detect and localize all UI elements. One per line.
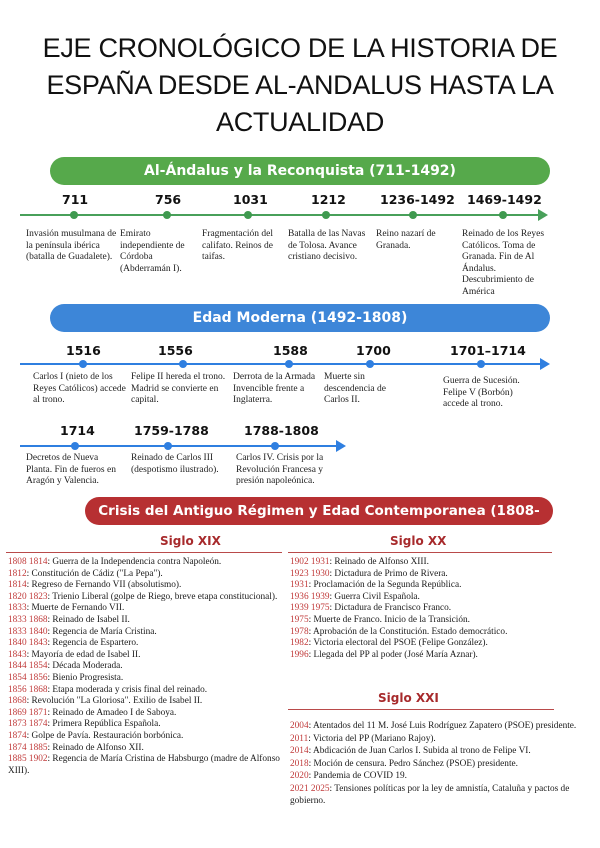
siglo-xxi-list bbox=[290, 720, 586, 808]
item-date: 1936 1939 bbox=[290, 591, 330, 602]
timeline-dot bbox=[366, 360, 374, 368]
list-item bbox=[290, 627, 560, 639]
event-year: 1212 bbox=[311, 192, 346, 207]
event-description: Fragmentación del califato. Reinos de taifas. bbox=[202, 229, 273, 262]
item-date: 1923 1930 bbox=[290, 568, 330, 579]
list-item bbox=[8, 627, 286, 639]
item-date: 1874 1885 bbox=[8, 742, 48, 753]
list-item bbox=[290, 733, 586, 746]
list-item bbox=[290, 650, 560, 662]
item-date: 1939 1975 bbox=[290, 603, 330, 614]
list-item bbox=[290, 770, 586, 783]
item-text: : Bienio Progresista. bbox=[47, 672, 124, 683]
timeline-dot bbox=[163, 211, 171, 219]
event-description: Carlos IV. Crisis por la Revolución Francesa y presión napoleónica. bbox=[236, 453, 324, 486]
siglo-xix-list bbox=[8, 557, 286, 777]
list-item bbox=[8, 592, 286, 604]
event-year: 1788-1808 bbox=[244, 423, 319, 438]
divider bbox=[288, 552, 552, 553]
item-date: 1814 bbox=[8, 580, 27, 591]
item-date: 1874 bbox=[8, 730, 27, 741]
siglo-xxi-heading: Siglo XXI bbox=[378, 691, 439, 705]
timeline-dot bbox=[271, 442, 279, 450]
item-date: 1812 bbox=[8, 568, 27, 579]
timeline-dot bbox=[164, 442, 172, 450]
item-date: 1856 1868 bbox=[8, 684, 48, 695]
timeline-dot bbox=[285, 360, 293, 368]
event-description: Reinado de Carlos III (despotismo ilustrado). bbox=[131, 453, 219, 475]
timeline-dot bbox=[477, 360, 485, 368]
event-description: Decretos de Nueva Planta. Fin de fueros en Aragón y Valencia. bbox=[26, 453, 116, 486]
list-item bbox=[8, 754, 286, 777]
list-item bbox=[290, 745, 586, 758]
item-text: : Dictadura de Primo de Rivera. bbox=[329, 568, 448, 579]
siglo-xx-list bbox=[290, 557, 560, 661]
list-item bbox=[290, 569, 560, 581]
item-date: 1808 1814 bbox=[8, 557, 48, 567]
event-year: 756 bbox=[155, 192, 182, 207]
divider bbox=[6, 552, 282, 553]
list-item bbox=[8, 569, 286, 581]
item-text: : Muerte de Franco. Inicio de la Transición. bbox=[308, 614, 470, 625]
item-text: : Regencia de María Cristina de Habsburgo (madre de Alfonso XIII). bbox=[8, 754, 280, 776]
timeline-dot bbox=[70, 211, 78, 219]
item-text: : Constitución de Cádiz ("La Pepa"). bbox=[26, 568, 163, 579]
item-text: : Regencia de Espartero. bbox=[47, 638, 139, 649]
arrow-right-icon bbox=[336, 440, 346, 452]
item-text: : Guerra Civil Española. bbox=[329, 591, 420, 602]
section-banner-edad-moderna: Edad Moderna (1492-1808) bbox=[50, 304, 550, 332]
item-text: : Regreso de Fernando VII (absolutismo). bbox=[26, 580, 182, 591]
item-text: : Muerte de Fernando VII. bbox=[26, 603, 125, 614]
event-description: Emirato independiente de Córdoba (Abderramán I). bbox=[120, 229, 185, 274]
item-text: : Moción de censura. Pedro Sánchez (PSOE) presidente. bbox=[308, 758, 518, 769]
item-text: : Aprobación de la Constitución. Estado democrático. bbox=[308, 626, 508, 637]
list-item bbox=[290, 758, 586, 771]
item-text: : Trienio Liberal (golpe de Riego, breve etapa constitucional). bbox=[47, 591, 278, 602]
event-description: Felipe II hereda el trono. Madrid se convierte en capital. bbox=[131, 372, 226, 405]
item-date: 1833 1840 bbox=[8, 626, 48, 637]
item-date: 1873 1874 bbox=[8, 719, 48, 730]
event-description: Derrota de la Armada Invencible frente a Inglaterra. bbox=[233, 372, 316, 405]
event-description: Invasión musulmana de la península ibérica (batalla de Guadalete). bbox=[26, 229, 117, 262]
item-date: 1975 bbox=[290, 614, 309, 625]
list-item bbox=[8, 719, 286, 731]
item-text: : Proclamación de la Segunda República. bbox=[308, 580, 462, 591]
item-text: : Dictadura de Francisco Franco. bbox=[329, 603, 452, 614]
arrow-right-icon bbox=[540, 358, 550, 370]
item-text: : Llegada del PP al poder (José María Aznar). bbox=[308, 649, 478, 660]
item-date: 2004 bbox=[290, 721, 309, 731]
event-year: 1516 bbox=[66, 343, 101, 358]
list-item bbox=[8, 638, 286, 650]
item-date: 2020 bbox=[290, 771, 309, 781]
siglo-xix-heading: Siglo XIX bbox=[160, 534, 221, 548]
event-year: 1556 bbox=[158, 343, 193, 358]
list-item bbox=[8, 743, 286, 755]
timeline-dot bbox=[79, 360, 87, 368]
list-item bbox=[8, 580, 286, 592]
list-item bbox=[8, 557, 286, 569]
item-text: : Mayoría de edad de Isabel II. bbox=[26, 649, 141, 660]
item-date: 1820 1823 bbox=[8, 591, 48, 602]
timeline-line bbox=[20, 445, 338, 447]
event-description: Batalla de las Navas de Tolosa. Avance cristiano decisivo. bbox=[288, 229, 366, 262]
timeline-dot bbox=[322, 211, 330, 219]
item-date: 1844 1854 bbox=[8, 661, 48, 672]
list-item bbox=[8, 615, 286, 627]
item-text: : Abdicación de Juan Carlos I. Subida al trono de Felipe VI. bbox=[308, 746, 531, 756]
arrow-right-icon bbox=[538, 209, 548, 221]
item-date: 1902 1931 bbox=[290, 557, 330, 567]
event-description: Reinado de los Reyes Católicos. Toma de Granada. Fin de Al Ándalus. Descubrimiento de América bbox=[462, 229, 545, 297]
event-description: Guerra de Sucesión. Felipe V (Borbón) accede al trono. bbox=[443, 376, 520, 409]
list-item bbox=[290, 592, 560, 604]
item-text: : Tensiones políticas por la ley de amnistía, Cataluña y pactos de gobierno. bbox=[290, 783, 570, 806]
timeline-dot bbox=[409, 211, 417, 219]
item-text: : Victoria del PP (Mariano Rajoy). bbox=[308, 733, 436, 744]
list-item bbox=[290, 557, 560, 569]
event-year: 1031 bbox=[233, 192, 268, 207]
list-item bbox=[8, 673, 286, 685]
item-text: : Reinado de Isabel II. bbox=[47, 614, 130, 625]
timeline-line bbox=[20, 214, 540, 216]
item-date: 1996 bbox=[290, 649, 309, 660]
event-description: Muerte sin descendencia de Carlos II. bbox=[324, 372, 386, 405]
item-text: : Década Moderada. bbox=[47, 661, 123, 672]
list-item bbox=[8, 696, 286, 708]
item-date: 1982 bbox=[290, 638, 309, 649]
event-year: 1236-1492 bbox=[380, 192, 455, 207]
event-description: Reino nazarí de Granada. bbox=[376, 229, 436, 251]
list-item bbox=[8, 731, 286, 743]
item-text: : Guerra de la Independencia contra Napoleón. bbox=[47, 557, 222, 567]
list-item bbox=[290, 720, 586, 733]
event-year: 1469-1492 bbox=[467, 192, 542, 207]
item-date: 1868 bbox=[8, 696, 27, 707]
item-date: 1843 bbox=[8, 649, 27, 660]
list-item bbox=[8, 650, 286, 662]
event-year: 1700 bbox=[356, 343, 391, 358]
list-item bbox=[290, 615, 560, 627]
event-year: 1588 bbox=[273, 343, 308, 358]
item-date: 1840 1843 bbox=[8, 638, 48, 649]
item-text: : Regencia de María Cristina. bbox=[47, 626, 157, 637]
page-title: EJE CRONOLÓGICO DE LA HISTORIA DE ESPAÑA DESDE AL-ANDALUS HASTA LA ACTUALIDAD bbox=[42, 33, 558, 137]
event-year: 711 bbox=[62, 192, 89, 207]
timeline-dot bbox=[179, 360, 187, 368]
divider bbox=[288, 709, 554, 710]
item-text: : Reinado de Amadeo I de Saboya. bbox=[47, 707, 177, 718]
item-date: 2018 bbox=[290, 758, 309, 769]
list-item bbox=[290, 638, 560, 650]
event-year: 1701–1714 bbox=[450, 343, 526, 358]
item-text: : Reinado de Alfonso XIII. bbox=[329, 557, 429, 567]
timeline-line bbox=[20, 363, 542, 365]
timeline-dot bbox=[499, 211, 507, 219]
event-year: 1759-1788 bbox=[134, 423, 209, 438]
list-item bbox=[8, 685, 286, 697]
item-date: 1833 bbox=[8, 603, 27, 614]
item-date: 2021 2025 bbox=[290, 783, 330, 794]
item-text: : Pandemia de COVID 19. bbox=[308, 771, 407, 781]
item-date: 1854 1856 bbox=[8, 672, 48, 683]
item-text: : Reinado de Alfonso XII. bbox=[47, 742, 144, 753]
item-date: 1978 bbox=[290, 626, 309, 637]
section-banner-contemporanea: Crisis del Antiguo Régimen y Edad Contemporanea (1808- Actulidad) bbox=[85, 497, 553, 525]
item-date: 1931 bbox=[290, 580, 309, 591]
item-date: 2011 bbox=[290, 733, 309, 744]
item-text: : Etapa moderada y crisis final del reinado. bbox=[47, 684, 208, 695]
item-date: 1833 1868 bbox=[8, 614, 48, 625]
section-banner-al-andalus: Al-Ándalus y la Reconquista (711-1492) bbox=[50, 157, 550, 185]
item-date: 1869 1871 bbox=[8, 707, 48, 718]
timeline-dot bbox=[244, 211, 252, 219]
timeline-dot bbox=[71, 442, 79, 450]
item-date: 1885 1902 bbox=[8, 754, 48, 765]
list-item bbox=[8, 603, 286, 615]
item-text: : Atentados del 11 M. José Luis Rodríguez Zapatero (PSOE) presidente. bbox=[308, 721, 577, 731]
item-text: : Golpe de Pavía. Restauración borbónica. bbox=[26, 730, 184, 741]
event-year: 1714 bbox=[60, 423, 95, 438]
siglo-xx-heading: Siglo XX bbox=[390, 534, 447, 548]
list-item bbox=[290, 783, 586, 808]
item-text: : Revolución "La Gloriosa". Exilio de Isabel II. bbox=[26, 696, 203, 707]
item-date: 2014 bbox=[290, 746, 309, 756]
list-item bbox=[8, 708, 286, 720]
event-description: Carlos I (nieto de los Reyes Católicos) accede al trono. bbox=[33, 372, 126, 405]
item-text: : Victoria electoral del PSOE (Felipe González). bbox=[308, 638, 488, 649]
list-item bbox=[8, 661, 286, 673]
item-text: : Primera República Española. bbox=[47, 719, 161, 730]
list-item bbox=[290, 580, 560, 592]
list-item bbox=[290, 603, 560, 615]
